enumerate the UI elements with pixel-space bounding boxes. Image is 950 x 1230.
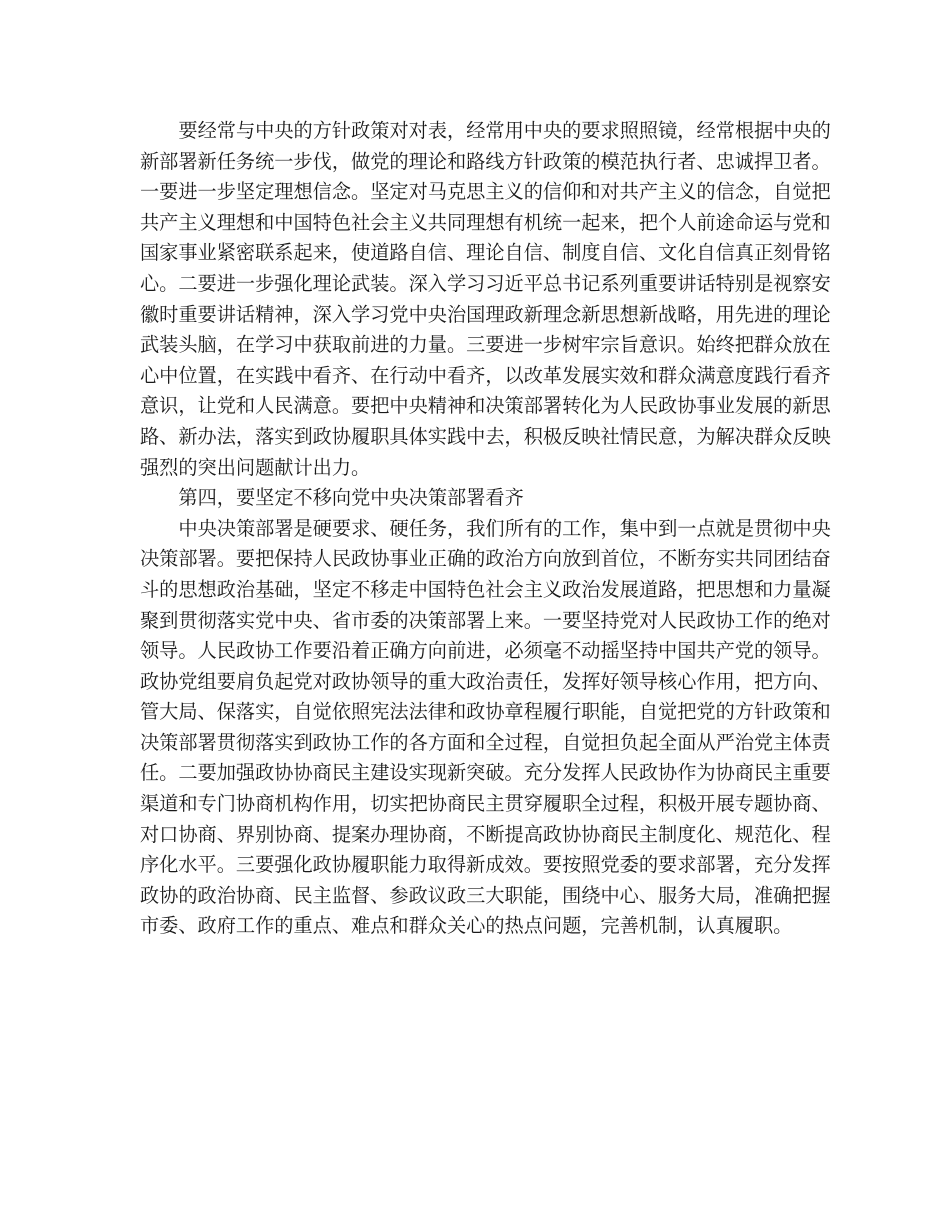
text-line: 武装头脑，在学习中获取前进的力量。三要进一步树牢宗旨意识。始终把群众放在: [140, 333, 831, 357]
section-heading-text: 第四，要坚定不移向党中央决策部署看齐: [178, 486, 524, 510]
paragraph-central-decisions: [140, 514, 831, 942]
text-line: 心中位置，在实践中看齐、在行动中看齐，以改革发展实效和群众满意度践行看齐: [140, 363, 831, 387]
paragraph-ideal-faith: [140, 116, 831, 483]
text-line: 序化水平。三要强化政协履职能力取得新成效。要按照党委的要求部署，充分发挥: [140, 853, 831, 877]
text-line: 共产主义理想和中国特色社会主义共同理想有机统一起来，把个人前途命运与党和: [140, 210, 831, 234]
text-line: 决策部署。要把保持人民政协事业正确的政治方向放到首位，不断夯实共同团结奋: [140, 547, 831, 571]
text-line: 新部署新任务统一步伐，做党的理论和路线方针政策的模范执行者、忠诚捍卫者。: [140, 149, 831, 173]
document-body: [140, 116, 831, 942]
text-line: 管大局、保落实，自觉依照宪法法律和政协章程履行职能，自觉把党的方针政策和: [140, 700, 831, 724]
text-line: 市委、政府工作的重点、难点和群众关心的热点问题，完善机制，认真履职。: [140, 914, 793, 938]
text-line: 政协的政治协商、民主监督、参政议政三大职能，围绕中心、服务大局，准确把握: [140, 883, 831, 907]
text-line: 路、新办法，落实到政协履职具体实践中去，积极反映社情民意，为解决群众反映: [140, 424, 831, 448]
text-line: 政协党组要肩负起党对政协领导的重大政治责任，发挥好领导核心作用，把方向、: [140, 669, 831, 693]
text-line: 任。二要加强政协协商民主建设实现新突破。充分发挥人民政协作为协商民主重要: [140, 761, 831, 785]
text-line: 一要进一步坚定理想信念。坚定对马克思主义的信仰和对共产主义的信念，自觉把: [140, 180, 831, 204]
text-line: 心。二要进一步强化理论武装。深入学习习近平总书记系列重要讲话特别是视察安: [140, 271, 831, 295]
text-line: 意识，让党和人民满意。要把中央精神和决策部署转化为人民政协事业发展的新思: [140, 394, 831, 418]
text-line: 强烈的突出问题献计出力。: [140, 455, 371, 479]
text-line: 徽时重要讲话精神，深入学习党中央治国理政新理念新思想新战略，用先进的理论: [140, 302, 831, 326]
text-line: 要经常与中央的方针政策对对表，经常用中央的要求照照镜，经常根据中央的: [178, 119, 831, 142]
section-heading-fourth: [140, 483, 812, 514]
text-line: 对口协商、界别协商、提案办理协商，不断提高政协协商民主制度化、规范化、程: [140, 822, 831, 846]
text-line: 领导。人民政协工作要沿着正确方向前进，必须毫不动摇坚持中国共产党的领导。: [140, 639, 831, 663]
text-line: 决策部署贯彻落实到政协工作的各方面和全过程，自觉担负起全面从严治党主体责: [140, 730, 831, 754]
text-line: 斗的思想政治基础，坚定不移走中国特色社会主义政治发展道路，把思想和力量凝: [140, 577, 831, 601]
text-line: 中央决策部署是硬要求、硬任务，我们所有的工作，集中到一点就是贯彻中央: [178, 516, 831, 540]
text-line: 国家事业紧密联系起来，使道路自信、理论自信、制度自信、文化自信真正刻骨铭: [140, 241, 831, 265]
text-line: 渠道和专门协商机构作用，切实把协商民主贯穿履职全过程，积极开展专题协商、: [140, 792, 831, 816]
text-line: 聚到贯彻落实党中央、省市委的决策部署上来。一要坚持党对人民政协工作的绝对: [140, 608, 831, 632]
